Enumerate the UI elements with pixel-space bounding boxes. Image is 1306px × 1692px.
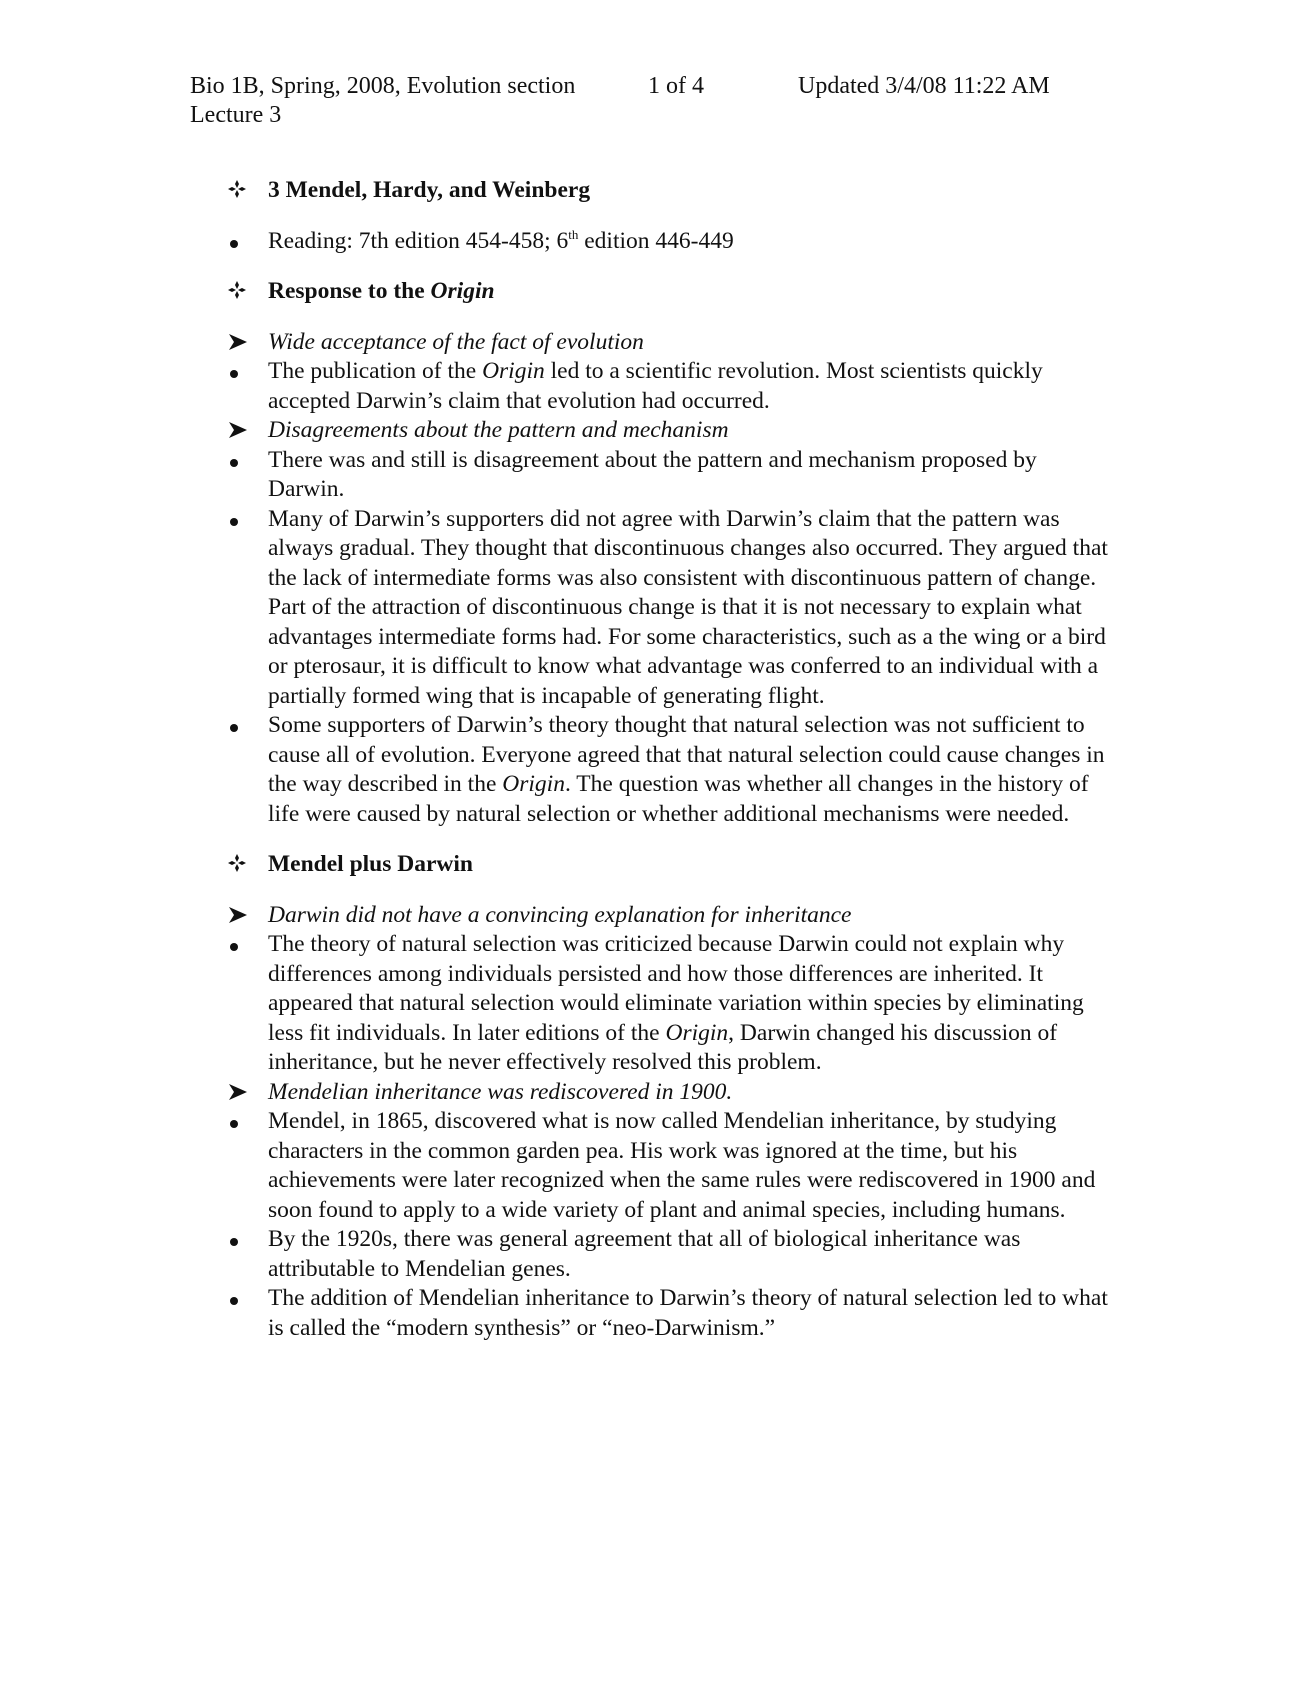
list-item: There was and still is disagreement about the pattern and mechanism proposed by Darwin. xyxy=(228,446,1108,505)
four-diamond-icon xyxy=(228,180,258,198)
bullet-icon xyxy=(228,357,258,387)
arrowhead-icon xyxy=(228,421,258,439)
subheading: Darwin did not have a convincing explanation for inheritance xyxy=(228,901,1108,931)
updated-timestamp: Updated 3/4/08 11:22 AM xyxy=(798,73,1050,99)
section-heading xyxy=(228,176,1108,206)
bullet-icon xyxy=(228,1225,258,1255)
bullet-icon xyxy=(228,227,258,257)
document-body xyxy=(228,176,1108,1343)
reading-prefix: Reading: 7th edition 454-458; 6 xyxy=(268,227,569,254)
bullet-icon xyxy=(228,446,258,476)
four-diamond-icon xyxy=(228,281,258,299)
reading-superscript: th xyxy=(568,226,579,242)
section-title: Mendel plus Darwin xyxy=(268,851,473,877)
subheading: Mendelian inheritance was rediscovered in 1900. xyxy=(228,1078,1108,1108)
arrowhead-icon xyxy=(228,1083,258,1101)
section-heading xyxy=(228,277,1108,307)
reading-suffix: edition 446-449 xyxy=(578,227,734,254)
bullet-icon xyxy=(228,930,258,960)
list-item: Mendel, in 1865, discovered what is now called Mendelian inheritance, by studying characters in the common garden pea. His work was ignored at the time, but his achievements were later recognized when the same rules were rediscovered in 1900 and soon found to apply to a wide variety of plant and animal species, including humans. xyxy=(228,1107,1108,1225)
list-item: The theory of natural selection was criticized because Darwin could not explain why differences among individuals persisted and how those differences are inherited. It appeared that natural selection would eliminate variation within species by eliminating less fit individuals. In later editions of the Origin, Darwin changed his discussion of inheritance, but he never effectively resolved this problem. xyxy=(228,930,1108,1078)
subheading: Disagreements about the pattern and mechanism xyxy=(228,416,1108,446)
bullet-icon xyxy=(228,1107,258,1137)
list-item: By the 1920s, there was general agreement that all of biological inheritance was attributable to Mendelian genes. xyxy=(228,1225,1108,1284)
section-title-prefix: Response to the xyxy=(268,278,431,304)
list-item: The addition of Mendelian inheritance to Darwin’s theory of natural selection led to what is called the “modern synthesis” or “neo-Darwinism.” xyxy=(228,1284,1108,1343)
four-diamond-icon xyxy=(228,854,258,872)
lecture-label: Lecture 3 xyxy=(190,102,282,128)
subheading: Wide acceptance of the fact of evolution xyxy=(228,328,1108,358)
bullet-icon xyxy=(228,711,258,741)
section-title-italic: Origin xyxy=(430,278,495,304)
list-item: Many of Darwin’s supporters did not agree with Darwin’s claim that the pattern was always gradual. They thought that discontinuous changes also occurred. They argued that the lack of intermediate forms was also consistent with discontinuous pattern of change. Part of the attraction of discontinuous change is that it is not necessary to explain what advantages intermediate forms had. For some characteristics, such as a the wing or a bird or pterosaur, it is difficult to know what advantage was conferred to an individual with a partially formed wing that is incapable of generating flight. xyxy=(228,505,1108,712)
arrowhead-icon xyxy=(228,906,258,924)
page-header xyxy=(190,72,1130,130)
bullet-icon xyxy=(228,505,258,535)
section-heading xyxy=(228,850,1108,880)
reading-item xyxy=(228,227,1108,257)
list-item: Some supporters of Darwin’s theory thought that natural selection was not sufficient to cause all of evolution. Everyone agreed that that natural selection could cause changes in the way described in the Origin. The question was whether all changes in the history of life were caused by natural selection or whether additional mechanisms were needed. xyxy=(228,711,1108,829)
list-item: The publication of the Origin led to a scientific revolution. Most scientists quickly accepted Darwin’s claim that evolution had occurred. xyxy=(228,357,1108,416)
arrowhead-icon xyxy=(228,333,258,351)
page-number: 1 of 4 xyxy=(648,73,704,99)
section-title: 3 Mendel, Hardy, and Weinberg xyxy=(268,177,591,203)
course-title: Bio 1B, Spring, 2008, Evolution section xyxy=(190,73,576,99)
bullet-icon xyxy=(228,1284,258,1314)
